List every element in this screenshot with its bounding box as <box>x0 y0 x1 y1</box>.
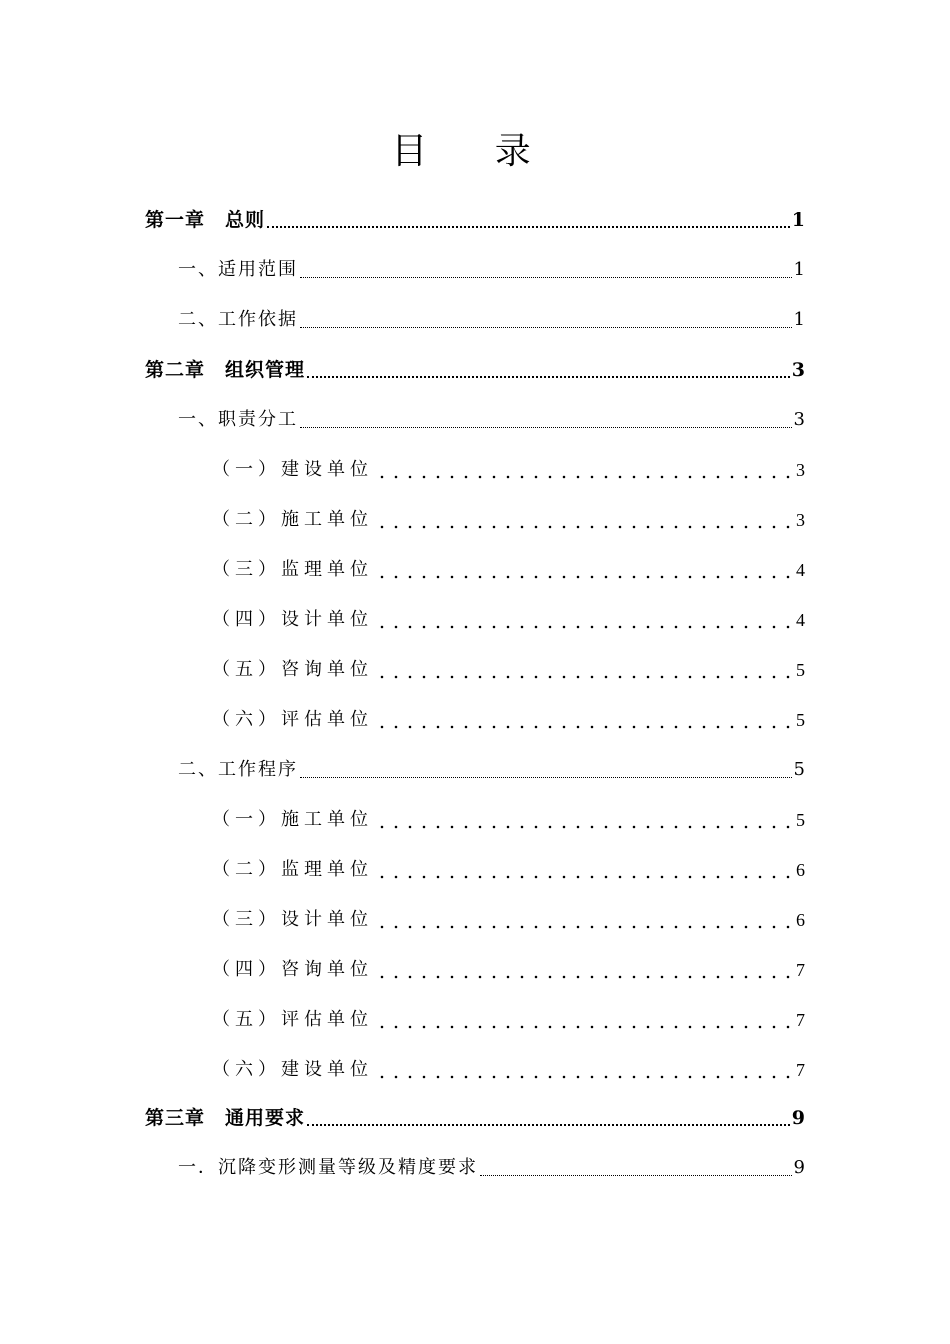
dot-leader <box>375 675 790 679</box>
toc-entry-subsection[interactable] <box>212 605 805 635</box>
toc-entry-page: 5 <box>793 759 805 780</box>
toc-entry-label: 一、适用范围 <box>178 259 298 280</box>
toc-entry-chapter-2[interactable] <box>145 355 805 385</box>
toc-entry-chapter-1[interactable] <box>145 205 805 235</box>
dot-leader <box>300 427 792 428</box>
dot-leader <box>307 1124 790 1126</box>
dot-leader <box>375 625 790 629</box>
dot-leader <box>300 327 792 328</box>
toc-entry-chapter-3[interactable] <box>145 1103 805 1133</box>
dot-leader <box>480 1175 792 1176</box>
toc-entry-subsection[interactable] <box>212 1055 805 1085</box>
toc-entry-label: （二）施工单位 <box>212 509 373 530</box>
toc-entry-page: 3 <box>796 510 805 530</box>
toc-entry-subsection[interactable] <box>212 455 805 485</box>
toc-entry-subsection[interactable] <box>212 705 805 735</box>
toc-entry-label: （三）监理单位 <box>212 559 373 580</box>
toc-entry-subsection[interactable] <box>212 955 805 985</box>
toc-entry-page: 4 <box>796 560 805 580</box>
dot-leader <box>375 975 790 979</box>
toc-entry-label: 第三章 通用要求 <box>145 1107 306 1129</box>
dot-leader <box>375 875 790 879</box>
toc-entry-page: 3 <box>796 460 805 480</box>
toc-entry-label: （四）咨询单位 <box>212 959 373 980</box>
toc-entry-subsection[interactable] <box>212 905 805 935</box>
toc-entry-page: 1 <box>793 309 805 330</box>
toc-entry-page: 6 <box>796 910 805 930</box>
toc-entry-section[interactable] <box>178 255 805 285</box>
dot-leader <box>375 1075 790 1079</box>
toc-entry-subsection[interactable] <box>212 805 805 835</box>
dot-leader <box>375 1025 790 1029</box>
toc-entry-label: （六）评估单位 <box>212 709 373 730</box>
toc-entry-page: 1 <box>793 259 805 280</box>
dot-leader <box>267 226 790 228</box>
toc-entry-subsection[interactable] <box>212 855 805 885</box>
toc-entry-page: 7 <box>796 960 805 980</box>
toc-entry-label: 第一章 总则 <box>145 209 266 231</box>
toc-title: 目 录 <box>391 131 559 172</box>
dot-leader <box>375 525 790 529</box>
toc-entry-label: （二）监理单位 <box>212 859 373 880</box>
dot-leader <box>300 777 792 778</box>
toc-entry-page: 3 <box>793 409 805 430</box>
toc-entry-subsection[interactable] <box>212 1005 805 1035</box>
toc-entry-page: 7 <box>796 1010 805 1030</box>
toc-entry-label: 一．沉降变形测量等级及精度要求 <box>178 1157 478 1178</box>
toc-entry-label: （五）评估单位 <box>212 1009 373 1030</box>
dot-leader <box>375 475 790 479</box>
toc-entry-page: 3 <box>791 359 805 381</box>
toc-entry-page: 7 <box>796 1060 805 1080</box>
toc-entry-label: （一）施工单位 <box>212 809 373 830</box>
toc-entry-label: （四）设计单位 <box>212 609 373 630</box>
toc-entry-section[interactable] <box>178 755 805 785</box>
toc-entry-label: 二、工作程序 <box>178 759 298 780</box>
toc-entry-label: 一、职责分工 <box>178 409 298 430</box>
toc-entry-label: （三）设计单位 <box>212 909 373 930</box>
toc-entry-page: 5 <box>796 660 805 680</box>
toc-entry-page: 6 <box>796 860 805 880</box>
toc-entry-label: （五）咨询单位 <box>212 659 373 680</box>
toc-entry-page: 5 <box>796 810 805 830</box>
toc-entry-label: （六）建设单位 <box>212 1059 373 1080</box>
toc-entry-label: 二、工作依据 <box>178 309 298 330</box>
dot-leader <box>375 725 790 729</box>
dot-leader <box>375 825 790 829</box>
toc-entry-subsection[interactable] <box>212 555 805 585</box>
toc-entry-page: 1 <box>791 209 805 231</box>
dot-leader <box>375 575 790 579</box>
toc-entry-section[interactable] <box>178 1153 805 1183</box>
toc-entry-section[interactable] <box>178 305 805 335</box>
toc-entry-label: 第二章 组织管理 <box>145 359 306 381</box>
toc-entry-page: 5 <box>796 710 805 730</box>
toc-entry-label: （一）建设单位 <box>212 459 373 480</box>
toc-entry-subsection[interactable] <box>212 655 805 685</box>
toc-entry-page: 4 <box>796 610 805 630</box>
toc-entry-section[interactable] <box>178 405 805 435</box>
toc-entry-page: 9 <box>793 1157 805 1178</box>
dot-leader <box>307 376 790 378</box>
dot-leader <box>375 925 790 929</box>
toc-entry-page: 9 <box>791 1107 805 1129</box>
dot-leader <box>300 277 792 278</box>
toc-entry-subsection[interactable] <box>212 505 805 535</box>
